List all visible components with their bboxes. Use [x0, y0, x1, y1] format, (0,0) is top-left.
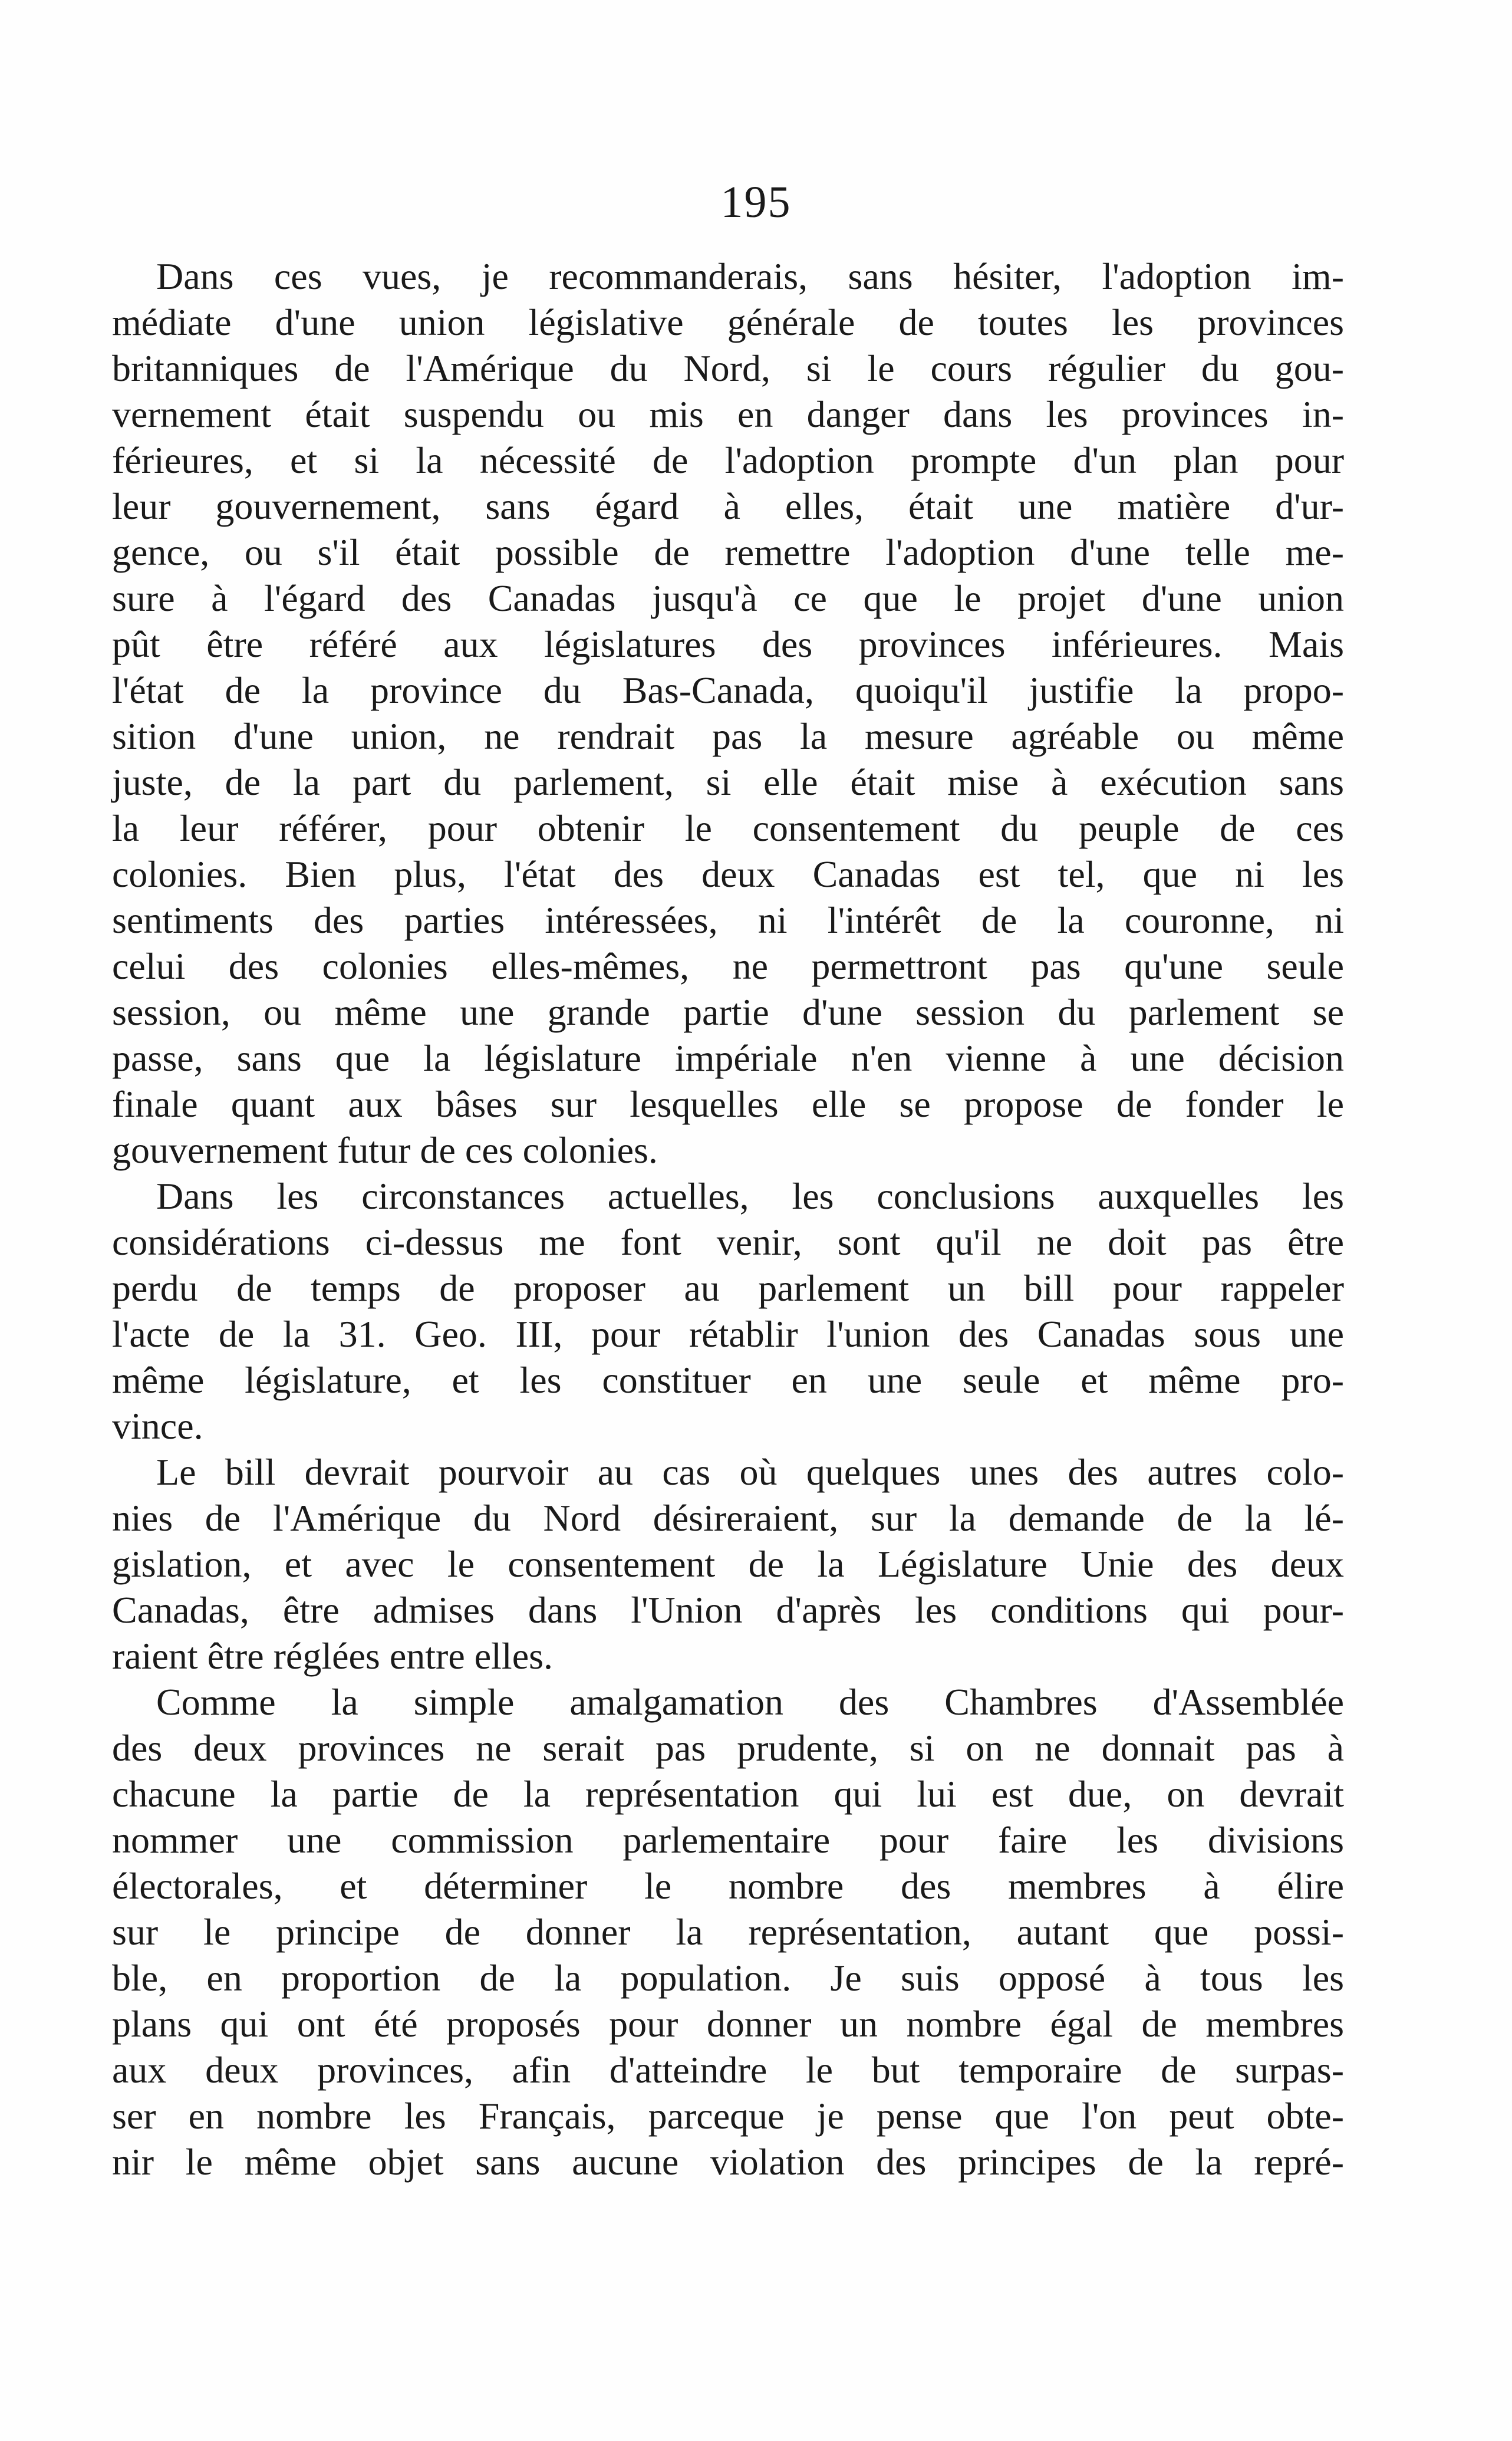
- text-line: même législature, et les constituer en une seule et même pro-: [112, 1359, 1344, 1401]
- paragraph-1: [112, 254, 1344, 1173]
- text-line: considérations ci-dessus me font venir, sont qu'il ne doit pas être: [112, 1221, 1344, 1263]
- paragraph-4: [112, 1679, 1344, 2185]
- text-line: des deux provinces ne serait pas prudente, si on ne donnait pas à: [112, 1727, 1344, 1769]
- text-line: Dans les circonstances actuelles, les conclusions auxquelles les: [156, 1175, 1344, 1217]
- text-line: perdu de temps de proposer au parlement un bill pour rappeler: [112, 1267, 1344, 1309]
- text-line: électorales, et déterminer le nombre des membres à élire: [112, 1865, 1344, 1907]
- text-line: nies de l'Amérique du Nord désireraient, sur la demande de la lé-: [112, 1497, 1344, 1539]
- text-line: ble, en proportion de la population. Je suis opposé à tous les: [112, 1957, 1344, 1999]
- text-line: colonies. Bien plus, l'état des deux Canadas est tel, que ni les: [112, 853, 1344, 895]
- text-line: passe, sans que la législature impériale n'en vienne à une décision: [112, 1037, 1344, 1079]
- text-line: médiate d'une union législative générale de toutes les provinces: [112, 301, 1344, 343]
- text-line: chacune la partie de la représentation qui lui est due, on devrait: [112, 1773, 1344, 1815]
- text-line: plans qui ont été proposés pour donner un nombre égal de membres: [112, 2003, 1344, 2045]
- text-line: gislation, et avec le consentement de la Législature Unie des deux: [112, 1543, 1344, 1585]
- text-line: vince.: [112, 1405, 203, 1447]
- page-number: 195: [720, 177, 792, 227]
- body-text: [112, 254, 1344, 2185]
- text-line: sur le principe de donner la représentation, autant que possi-: [112, 1911, 1344, 1953]
- text-line: Le bill devrait pourvoir au cas où quelques unes des autres colo-: [156, 1451, 1344, 1493]
- text-line: Comme la simple amalgamation des Chambres d'Assemblée: [156, 1681, 1344, 1723]
- text-line: l'acte de la 31. Geo. III, pour rétablir l'union des Canadas sous une: [112, 1313, 1344, 1355]
- text-line: finale quant aux bâses sur lesquelles elle se propose de fonder le: [112, 1083, 1344, 1125]
- text-line: sentiments des parties intéressées, ni l'intérêt de la couronne, ni: [112, 899, 1344, 941]
- text-line: nir le même objet sans aucune violation des principes de la repré-: [112, 2141, 1344, 2183]
- text-line: juste, de la part du parlement, si elle était mise à exécution sans: [112, 761, 1344, 803]
- text-line: ser en nombre les Français, parceque je pense que l'on peut obte-: [112, 2095, 1344, 2137]
- text-line: sition d'une union, ne rendrait pas la mesure agréable ou même: [112, 715, 1344, 757]
- text-line: leur gouvernement, sans égard à elles, était une matière d'ur-: [112, 485, 1344, 527]
- paragraph-3: [112, 1449, 1344, 1679]
- text-line: raient être réglées entre elles.: [112, 1635, 553, 1677]
- text-line: sure à l'égard des Canadas jusqu'à ce que le projet d'une union: [112, 577, 1344, 619]
- text-line: gence, ou s'il était possible de remettre l'adoption d'une telle me-: [112, 531, 1344, 573]
- text-line: Canadas, être admises dans l'Union d'après les conditions qui pour-: [112, 1589, 1344, 1631]
- text-line: férieures, et si la nécessité de l'adoption prompte d'un plan pour: [112, 439, 1344, 481]
- text-line: la leur référer, pour obtenir le consentement du peuple de ces: [112, 807, 1344, 849]
- text-line: vernement était suspendu ou mis en danger dans les provinces in-: [112, 393, 1344, 435]
- text-line: session, ou même une grande partie d'une session du parlement se: [112, 991, 1344, 1033]
- text-line: gouvernement futur de ces colonies.: [112, 1129, 658, 1171]
- text-line: nommer une commission parlementaire pour faire les divisions: [112, 1819, 1344, 1861]
- text-line: britanniques de l'Amérique du Nord, si le cours régulier du gou-: [112, 347, 1344, 389]
- text-line: l'état de la province du Bas-Canada, quoiqu'il justifie la propo-: [112, 669, 1344, 711]
- text-line: pût être référé aux législatures des provinces inférieures. Mais: [112, 623, 1344, 665]
- text-line: celui des colonies elles-mêmes, ne permettront pas qu'une seule: [112, 945, 1344, 987]
- text-line: Dans ces vues, je recommanderais, sans hésiter, l'adoption im-: [156, 255, 1344, 297]
- text-line: aux deux provinces, afin d'atteindre le but temporaire de surpas-: [112, 2049, 1344, 2091]
- paragraph-2: [112, 1173, 1344, 1449]
